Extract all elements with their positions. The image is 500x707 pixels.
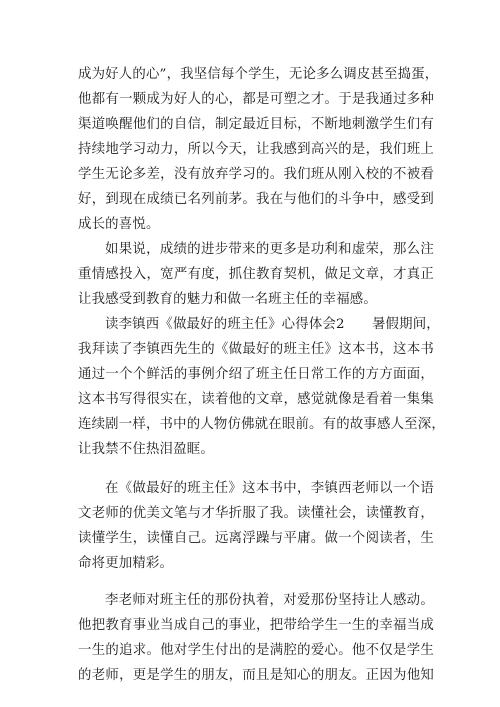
text-line: 持续地学习动力，所以今天，让我感到高兴的是，我们班上 xyxy=(78,142,434,157)
text-line: 好，到现在成绩已名列前茅。我在与他们的斗争中，感受到 xyxy=(78,192,434,207)
text-line: 读懂学生，读懂自己。远离浮躁与平庸。做一个阅读者，生 xyxy=(78,531,434,546)
text-line: 成长的喜悦。 xyxy=(78,217,160,232)
paragraph-first-line: 如果说，成绩的进步带来的更多是功利和虚荣，那么注 xyxy=(105,242,434,257)
text-line: 重情感投入，宽严有度，抓住教育契机，做足文章，才真正 xyxy=(78,267,434,282)
paragraph-first-line: 李老师对班主任的那份执着，对爱那份坚持让人感动。 xyxy=(105,593,434,608)
text-line: 学生无论多差，没有放弃学习的。我们班从刚入校的不被看 xyxy=(78,167,434,182)
text-line: 我拜读了李镇西先生的《做最好的班主任》这本书，这本书 xyxy=(78,342,434,357)
text-line: 让我禁不住热泪盈眶。 xyxy=(78,442,214,457)
text-line: 命将更加精彩。 xyxy=(78,556,174,571)
text-line: 的老师，更是学生的朋友，而且是知心的朋友。正因为他知 xyxy=(78,668,434,683)
paragraph-first-line: 在《做最好的班主任》这本书中，李镇西老师以一个语 xyxy=(105,481,434,496)
text-line: 成为好人的心”，我坚信每个学生，无论多么调皮甚至捣蛋， xyxy=(78,67,439,82)
text-line: 他把教育事业当成自己的事业，把带给学生一生的幸福当成 xyxy=(78,618,434,633)
text-line: 一生的追求。他对学生付出的是满腔的爱心。他不仅是学生 xyxy=(78,643,434,658)
section-heading-line: 读李镇西《做最好的班主任》心得体会2 暑假期间， xyxy=(105,317,440,332)
text-line: 让我感受到教育的魅力和做一名班主任的幸福感。 xyxy=(78,292,377,307)
text-line: 连续剧一样，书中的人物仿佛就在眼前。有的故事感人至深， xyxy=(78,417,445,432)
text-line: 渠道唤醒他们的自信，制定最近目标，不断地刺激学生们有 xyxy=(78,117,434,132)
text-line: 这本书写得很实在，读着他的文章，感觉就像是看着一集集 xyxy=(78,392,434,407)
text-line: 通过一个个鲜活的事例介绍了班主任日常工作的方方面面， xyxy=(78,367,434,382)
text-line: 文老师的优美文笔与才华折服了我。读懂社会，读懂教育， xyxy=(78,506,434,521)
text-line: 他都有一颗成为好人的心，都是可塑之才。于是我通过多种 xyxy=(78,92,434,107)
